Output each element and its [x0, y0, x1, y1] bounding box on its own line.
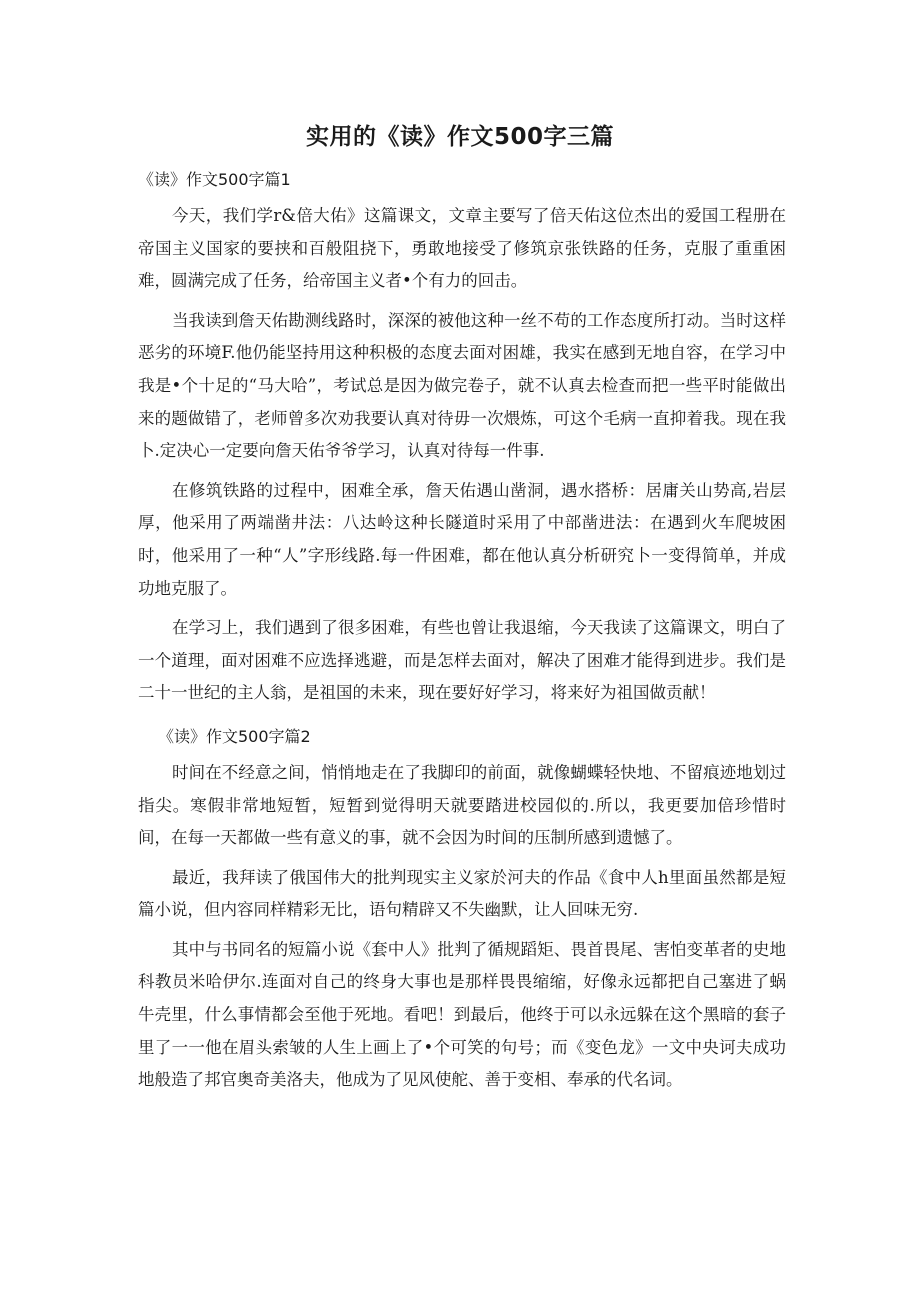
section-2-paragraph-2: 最近，我拜读了俄国伟大的批判现实主义家於河夫的作品《食中人h里面虽然都是短篇小说，但内容同样精彩无比，语句精辟又不失幽默，让人回味无穷. [138, 867, 786, 920]
section-1-paragraph-1: 今天，我们学r&倍大佑》这篇课文，文章主要写了倍天佑这位杰出的爱国工程册在帝国主义国家的要挟和百般阻挠下，勇敢地接受了修筑京张铁路的任务，克服了重重困难，圆满完成了任务，给帝国主义者•个有力的回击。 [138, 206, 786, 291]
section-1-paragraph-3: 在修筑铁路的过程中，困难全承，詹天佑遇山凿洞，遇水搭桥：居庸关山势高,岩层厚，他采用了两端凿井法：八达岭这种长隧道时采用了中部凿进法：在遇到火车爬坡困时，他采用了一种“人”字形线路.每一件困难，都在他认真分析研究卜一变得简单，并成功地克服了。 [138, 480, 786, 598]
section-2-heading: 《读》作文500字篇2 [158, 726, 311, 746]
section-1-heading: 《读》作文500字篇1 [138, 170, 291, 189]
document-title: 实用的《读》作文500字三篇 [305, 124, 614, 150]
section-1-paragraph-2: 当我读到詹天佑勘测线路时，深深的被他这种一丝不苟的工作态度所打动。当时这样恶劣的环境F.他仍能坚持用这种积极的态度去面对困雄，我实在感到无地自容，在学习中我是•个十足的“马大哈”，考试总是因为做完卷子，就不认真去检查而把一些平时能做出来的题做错了，老师曾多次劝我要认真对待毋一次煨炼，可这个毛病一直抑着我。现在我卜.定决心一定要向詹天佑爷爷学习，认真对待每一件事. [138, 310, 786, 461]
section-2-paragraph-3: 其中与书同名的短篇小说《套中人》批判了循规蹈矩、畏首畏尾、害怕变革者的史地科教员米哈伊尔.连面对自己的终身大事也是那样畏畏缩缩，好像永远都把自己塞进了蜗牛壳里，什么事情都会至他于死地。看吧！到最后，他终于可以永远躲在这个黑暗的套子里了一一他在眉头索皱的人生上画上了•个可笑的句号；而《变色龙》一文中央诃夫成功地般造了邦官奥奇美洛夫，他成为了见风使舵、善于变相、奉承的代名词。 [138, 939, 786, 1090]
document-body [138, 160, 786, 1104]
section-1-paragraph-4: 在学习上，我们遇到了很多困难，有些也曾让我退缩，今天我读了这篇课文，明白了一个道理，面对困难不应选择逃避，而是怎样去面对，解决了困难才能得到进步。我们是二十一世纪的主人翁，是祖国的未来，现在要好好学习，将来好为祖国做贡献！ [138, 618, 786, 703]
section-2-paragraph-1: 时间在不经意之间，悄悄地走在了我脚印的前面，就像蝴蝶轻快地、不留痕迹地划过指尖。寒假非常地短暂，短暂到觉得明天就要踏进校园似的.所以，我更要加倍珍惜时间，在每一天都做一些有意义的事，就不会因为时间的压制所感到遗憾了。 [138, 762, 786, 848]
